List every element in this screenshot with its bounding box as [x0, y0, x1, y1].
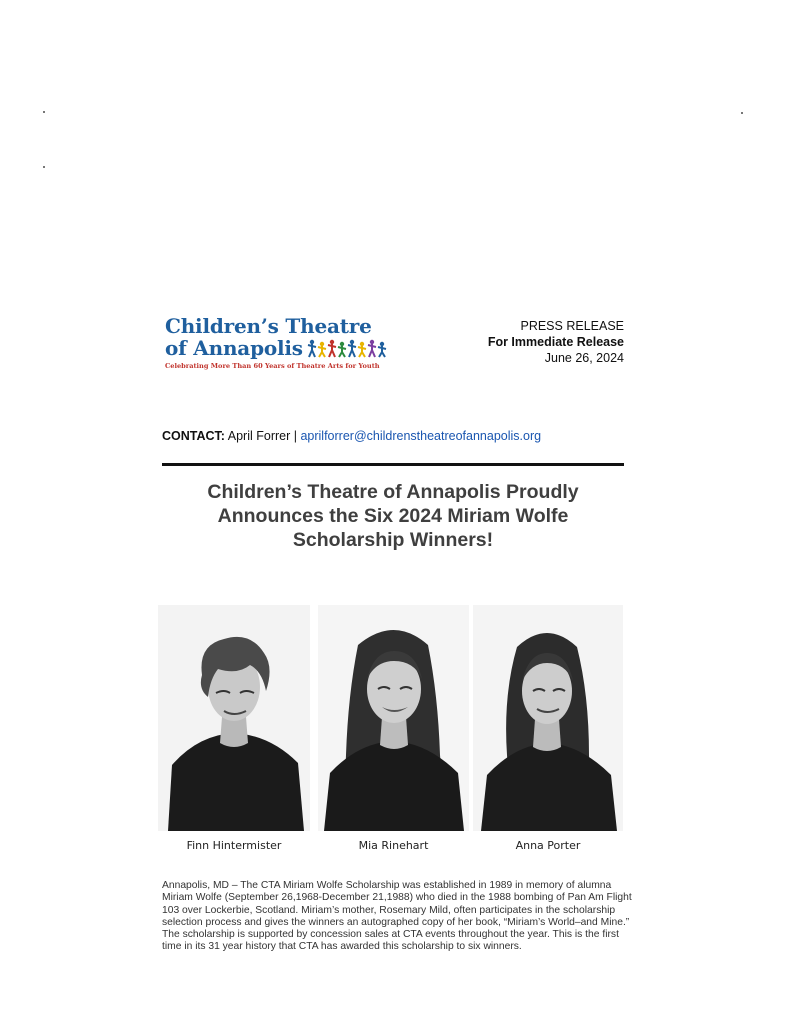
- press-release-label: PRESS RELEASE: [520, 319, 624, 333]
- logo-figure: [358, 342, 366, 357]
- logo-line1: Children’s Theatre: [165, 314, 372, 338]
- immediate-release-label: For Immediate Release: [487, 335, 624, 349]
- contact-label: CONTACT:: [162, 429, 225, 443]
- logo-figure: [378, 342, 386, 357]
- cta-logo: [165, 315, 395, 370]
- contact-email-link[interactable]: aprilforrer@childrenstheatreofannapolis.org: [300, 429, 542, 443]
- photo-anna: [473, 605, 623, 831]
- photo-finn: [158, 605, 310, 831]
- logo-figure: [368, 340, 376, 357]
- logo-tagline: Celebrating More Than 60 Years of Theatre Arts for Youth: [165, 362, 380, 370]
- logo-figure: [348, 340, 356, 357]
- headline: Children’s Theatre of Annapolis Proudly Announces the Six 2024 Miriam Wolfe Scholarship Winners!: [207, 481, 579, 551]
- body-paragraph: Annapolis, MD – The CTA Miriam Wolfe Scholarship was established in 1989 in memory of alumna Miriam Wolfe (September 26,1968-December 21,1988) who died in the 1988 bombing of Pan Am Flight 103 over Lockerbie, Scotland. Miriam’s mother, Rosemary Mild, often participates in the scholarship selection process and gives the winners an autographed copy of her book, “Miriam’s World–and Mine.” The scholarship is supported by concession sales at CTA events throughout the year. This is the first time in its 31 year history that CTA has awarded this scholarship to six winners.: [162, 880, 632, 953]
- scan-mark: [43, 166, 45, 168]
- photo-mia: [318, 605, 469, 831]
- logo-figure: [318, 342, 326, 357]
- caption-finn: Finn Hintermister: [186, 839, 282, 852]
- logo-figure: [338, 342, 346, 357]
- release-date: June 26, 2024: [544, 351, 624, 365]
- contact-line: [162, 429, 541, 443]
- scan-mark: [741, 112, 743, 114]
- logo-line2: of Annapolis: [165, 336, 303, 360]
- divider: [162, 463, 624, 466]
- dancing-figures-icon: [307, 338, 389, 358]
- logo-figure: [328, 340, 336, 357]
- caption-anna: Anna Porter: [515, 839, 581, 852]
- caption-mia: Mia Rinehart: [358, 839, 429, 852]
- contact-name: April Forrer |: [227, 429, 297, 443]
- scan-mark: [43, 111, 45, 113]
- press-release-block: [488, 318, 624, 366]
- logo-figure: [308, 340, 316, 357]
